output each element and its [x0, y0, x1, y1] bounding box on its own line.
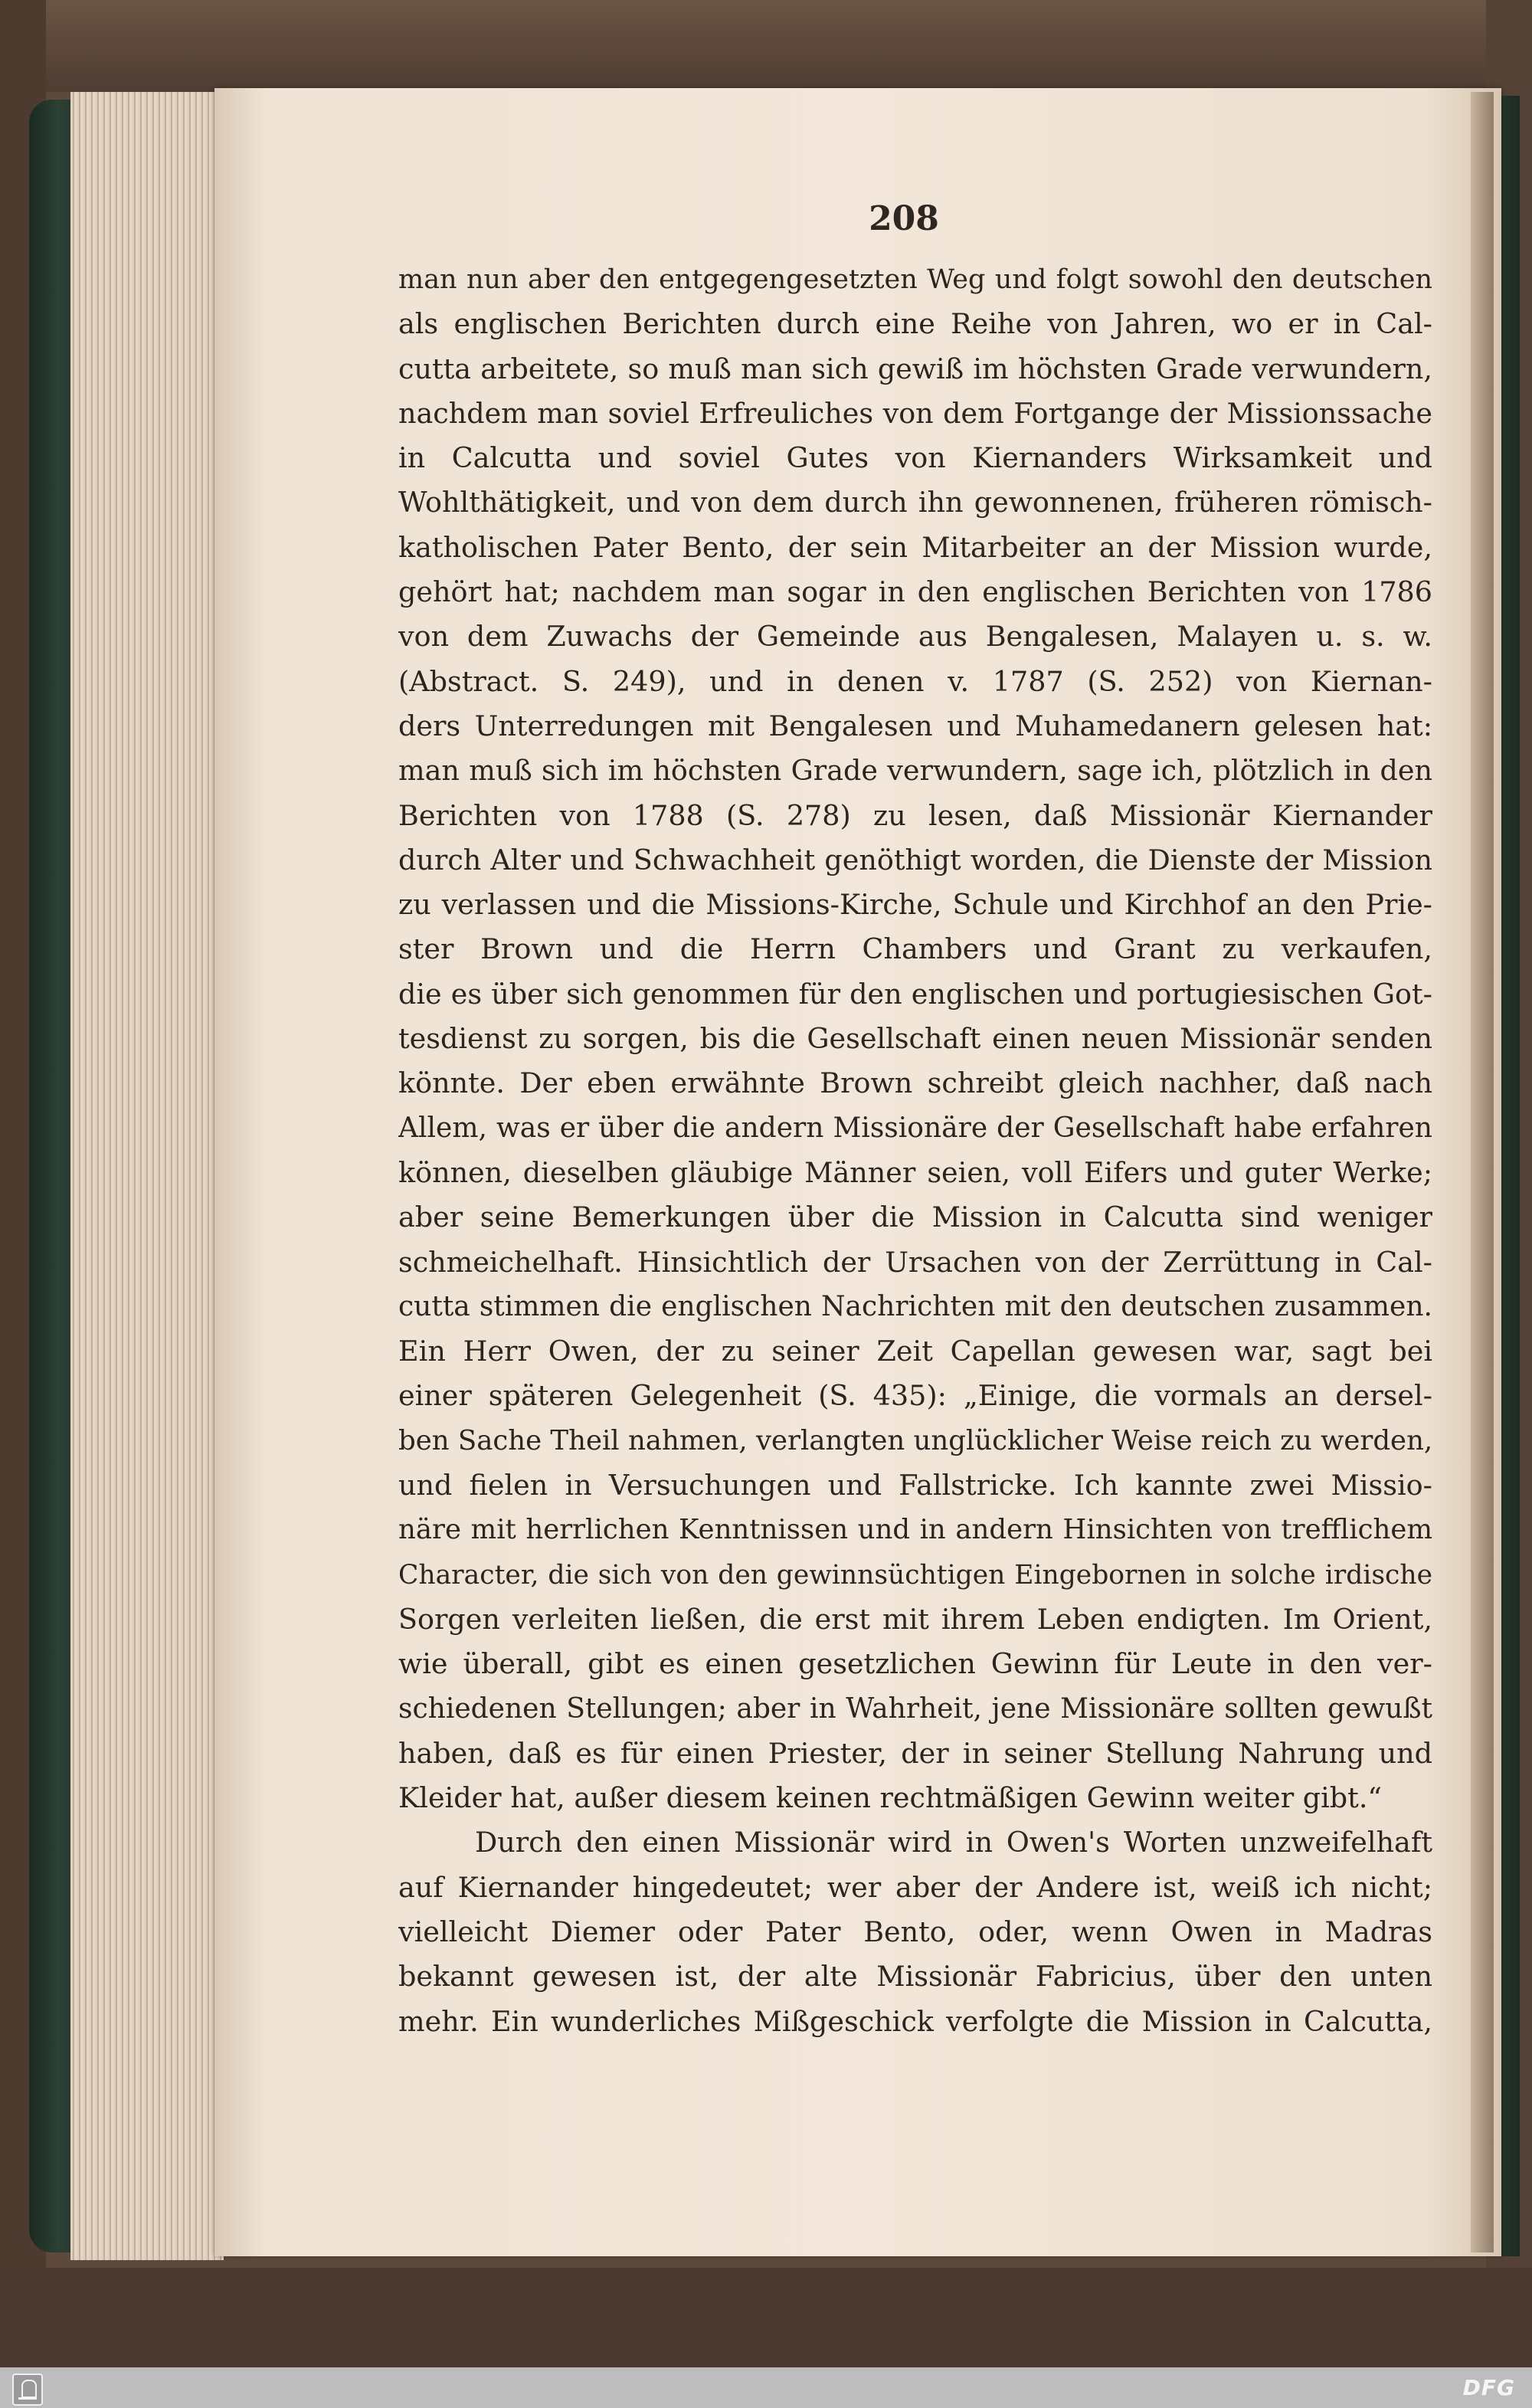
text-line: (Abstract. S. 249), und in denen v. 1787 (S. 252) von Kiernan- — [398, 664, 1432, 698]
text-line: nachdem man soviel Erfreuliches von dem Fortgange der Missionssache — [398, 396, 1432, 430]
page-body-text — [398, 257, 1432, 2044]
page-gutter — [1471, 92, 1494, 2252]
text-line: Allem, was er über die andern Missionäre der Gesellschaft habe erfahren — [398, 1112, 1432, 1144]
text-line: schiedenen Stellungen; aber in Wahrheit, jene Missionäre sollten gewußt — [398, 1692, 1432, 1725]
text-line: durch Alter und Schwachheit genöthigt worden, die Dienste der Mission — [398, 843, 1432, 876]
text-line: vielleicht Diemer oder Pater Bento, oder, wenn Owen in Madras — [398, 1915, 1432, 1948]
text-line: könnte. Der eben erwähnte Brown schreibt gleich nachher, daß nach — [398, 1066, 1432, 1100]
text-line: können, dieselben gläubige Männer seien, voll Eifers und guter Werke; — [398, 1155, 1432, 1189]
text-line: von dem Zuwachs der Gemeinde aus Bengalesen, Malayen u. s. w. — [398, 620, 1432, 654]
text-line: tesdienst zu sorgen, bis die Gesellschaft einen neuen Missionär senden — [398, 1022, 1432, 1056]
text-line: bekannt gewesen ist, der alte Missionär Fabricius, über den unten — [398, 1960, 1432, 1994]
scan-background-bottom — [0, 2268, 1532, 2367]
text-line: die es über sich genommen für den englischen und portugiesischen Got- — [398, 977, 1432, 1011]
text-line: einer späteren Gelegenheit (S. 435): „Einige, die vormals an dersel- — [398, 1379, 1432, 1413]
text-line: Wohlthätigkeit, und von dem durch ihn gewonnenen, früheren römisch- — [398, 486, 1432, 519]
text-line: ders Unterredungen mit Bengalesen und Muhamedanern gelesen hat: — [398, 709, 1432, 742]
text-line: Berichten von 1788 (S. 278) zu lesen, daß Missionär Kiernander — [398, 798, 1432, 832]
text-line: gehört hat; nachdem man sogar in den englischen Berichten von 1786 — [398, 575, 1432, 609]
text-line: schmeichelhaft. Hinsichtlich der Ursachen von der Zerrüttung in Cal- — [398, 1245, 1432, 1279]
text-line: zu verlassen und die Missions-Kirche, Schule und Kirchhof an den Prie- — [398, 888, 1432, 922]
text-line-paragraph-start: Durch den einen Missionär wird in Owen's Worten unzweifelhaft — [475, 1826, 1432, 1859]
text-line: als englischen Berichten durch eine Reihe von Jahren, wo er in Cal- — [398, 307, 1432, 341]
page-number: 208 — [869, 199, 939, 238]
text-line: auf Kiernander hingedeutet; wer aber der Andere ist, weiß ich nicht; — [398, 1870, 1432, 1904]
text-line-paragraph-end: Kleider hat, außer diesem keinen rechtmäßigen Gewinn weiter gibt.“ — [398, 1781, 1383, 1815]
text-line: katholischen Pater Bento, der sein Mitarbeiter an der Mission wurde, — [398, 530, 1432, 564]
text-line: man muß sich im höchsten Grade verwundern, sage ich, plötzlich in den — [398, 754, 1432, 788]
viewer-footer-bar — [0, 2367, 1532, 2408]
text-line: haben, daß es für einen Priester, der in seiner Stellung Nahrung und — [398, 1736, 1432, 1770]
library-seal-icon — [12, 2374, 43, 2406]
scan-background-top — [0, 0, 1532, 92]
text-line: man nun aber den entgegengesetzten Weg und folgt sowohl den deutschen — [398, 264, 1432, 295]
text-line: Sorgen verleiten ließen, die erst mit ihrem Leben endigten. Im Orient, — [398, 1602, 1432, 1636]
text-line: ben Sache Theil nahmen, verlangten unglücklicher Weise reich zu werden, — [398, 1424, 1432, 1456]
text-line: mehr. Ein wunderliches Mißgeschick verfolgte die Mission in Calcutta, — [398, 2004, 1432, 2038]
dfg-watermark: DFG — [1462, 2375, 1515, 2400]
text-line: in Calcutta und soviel Gutes von Kiernanders Wirksamkeit und — [398, 441, 1432, 475]
text-line: Ein Herr Owen, der zu seiner Zeit Capellan gewesen war, sagt bei — [398, 1335, 1432, 1368]
text-line: ster Brown und die Herrn Chambers und Grant zu verkaufen, — [398, 932, 1432, 966]
text-line: cutta arbeitete, so muß man sich gewiß im höchsten Grade verwundern, — [398, 352, 1432, 385]
text-line: wie überall, gibt es einen gesetzlichen Gewinn für Leute in den ver- — [398, 1647, 1432, 1681]
page-edges — [70, 92, 224, 2260]
text-line: aber seine Bemerkungen über die Mission in Calcutta sind weniger — [398, 1201, 1432, 1234]
text-line: näre mit herrlichen Kenntnissen und in andern Hinsichten von trefflichem — [398, 1514, 1432, 1546]
text-line: cutta stimmen die englischen Nachrichten mit den deutschen zusammen. — [398, 1290, 1432, 1322]
text-line: und fielen in Versuchungen und Fallstricke. Ich kannte zwei Missio- — [398, 1469, 1432, 1502]
text-line: Character, die sich von den gewinnsüchtigen Eingebornen in solche irdische — [398, 1559, 1432, 1591]
